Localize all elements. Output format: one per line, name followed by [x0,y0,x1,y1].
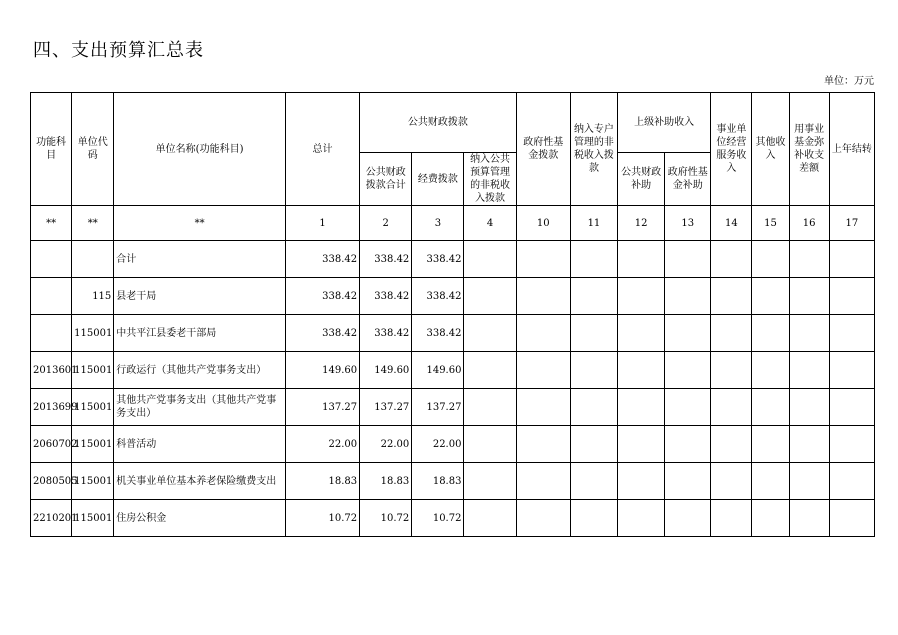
header-operating: 经费拨款 [412,153,464,206]
empty-cell [829,352,874,389]
empty-cell [618,241,665,278]
empty-cell [752,278,789,315]
empty-cell [829,389,874,426]
header-public-finance: 公共财政拨款 [360,93,517,153]
header-business-income: 事业单位经营服务收入 [711,93,752,206]
empty-cell [516,500,570,537]
operating-cell: 10.72 [412,500,464,537]
empty-cell [711,241,752,278]
header-special-account: 纳入公共预算管理的非税收入拨款 [464,153,516,206]
empty-cell [464,278,516,315]
table-row [31,315,875,352]
column-number: 10 [516,206,570,241]
empty-cell [711,352,752,389]
column-number: 3 [412,206,464,241]
column-number: ** [114,206,286,241]
operating-cell: 137.27 [412,389,464,426]
unit-name-cell: 机关事业单位基本养老保险缴费支出 [114,463,286,500]
unit-name-cell: 合计 [114,241,286,278]
column-number: 15 [752,206,789,241]
unit-code-cell: 115001 [72,426,114,463]
public-finance-total-cell: 10.72 [360,500,412,537]
empty-cell [665,278,711,315]
empty-cell [516,463,570,500]
expenditure-summary-table [30,92,875,537]
empty-cell [829,278,874,315]
column-number: 1 [285,206,359,241]
func-subject-cell: 2060702 [31,426,72,463]
empty-cell [789,241,829,278]
func-subject-cell [31,315,72,352]
empty-cell [464,500,516,537]
unit-name-cell: 其他共产党事务支出（其他共产党事务支出） [114,389,286,426]
empty-cell [618,463,665,500]
empty-cell [665,352,711,389]
operating-cell: 338.42 [412,241,464,278]
unit-name-cell: 科普活动 [114,426,286,463]
total-cell: 338.42 [285,241,359,278]
column-number: 4 [464,206,516,241]
empty-cell [516,426,570,463]
total-cell: 22.00 [285,426,359,463]
empty-cell [752,463,789,500]
unit-label: 单位：万元 [824,76,874,87]
empty-cell [570,389,617,426]
empty-cell [665,463,711,500]
total-cell: 149.60 [285,352,359,389]
header-unit-name: 单位名称(功能科目) [114,93,286,206]
public-finance-total-cell: 18.83 [360,463,412,500]
header-special-non-tax: 纳入专户管理的非税收入拨款 [570,93,617,206]
func-subject-cell [31,241,72,278]
func-subject-cell: 2013699 [31,389,72,426]
empty-cell [570,278,617,315]
empty-cell [618,352,665,389]
column-number: 12 [618,206,665,241]
column-number: ** [72,206,114,241]
total-cell: 10.72 [285,500,359,537]
header-public-subsidy: 公共财政补助 [618,153,665,206]
empty-cell [464,315,516,352]
unit-name-cell: 行政运行（其他共产党事务支出） [114,352,286,389]
empty-cell [464,352,516,389]
header-other-income: 其他收入 [752,93,789,206]
unit-name-cell: 住房公积金 [114,500,286,537]
empty-cell [711,463,752,500]
empty-cell [752,315,789,352]
table-row [31,352,875,389]
empty-cell [665,315,711,352]
empty-cell [665,426,711,463]
empty-cell [752,352,789,389]
public-finance-total-cell: 137.27 [360,389,412,426]
header-public-finance-total: 公共财政拨款合计 [360,153,412,206]
empty-cell [789,278,829,315]
empty-cell [829,500,874,537]
unit-name-cell: 中共平江县委老干部局 [114,315,286,352]
empty-cell [752,389,789,426]
empty-cell [618,500,665,537]
empty-cell [464,241,516,278]
operating-cell: 338.42 [412,278,464,315]
empty-cell [464,463,516,500]
empty-cell [516,389,570,426]
empty-cell [516,278,570,315]
operating-cell: 18.83 [412,463,464,500]
header-func-subject: 功能科目 [31,93,72,206]
unit-code-cell [72,241,114,278]
column-number: 11 [570,206,617,241]
column-number: 17 [829,206,874,241]
empty-cell [570,241,617,278]
header-carryover: 上年结转 [829,93,874,206]
empty-cell [829,241,874,278]
func-subject-cell: 2013601 [31,352,72,389]
table-row [31,463,875,500]
empty-cell [752,426,789,463]
header-superior-subsidy: 上级补助收入 [618,93,711,153]
empty-cell [570,352,617,389]
empty-cell [570,463,617,500]
empty-cell [711,278,752,315]
func-subject-cell: 2080505 [31,463,72,500]
table-row [31,389,875,426]
column-number: ** [31,206,72,241]
column-number: 14 [711,206,752,241]
public-finance-total-cell: 22.00 [360,426,412,463]
empty-cell [829,463,874,500]
empty-cell [570,426,617,463]
total-cell: 137.27 [285,389,359,426]
header-fund-offset: 用事业基金弥补收支差额 [789,93,829,206]
empty-cell [752,241,789,278]
header-unit-code: 单位代码 [72,93,114,206]
column-number: 13 [665,206,711,241]
empty-cell [464,426,516,463]
operating-cell: 22.00 [412,426,464,463]
empty-cell [711,389,752,426]
unit-code-cell: 115001 [72,352,114,389]
empty-cell [711,426,752,463]
header-total: 总计 [285,93,359,206]
empty-cell [516,315,570,352]
empty-cell [665,241,711,278]
empty-cell [618,315,665,352]
table-row [31,278,875,315]
empty-cell [665,389,711,426]
public-finance-total-cell: 338.42 [360,241,412,278]
unit-code-cell: 115001 [72,463,114,500]
empty-cell [618,389,665,426]
operating-cell: 338.42 [412,315,464,352]
public-finance-total-cell: 338.42 [360,315,412,352]
unit-name-cell: 县老干局 [114,278,286,315]
empty-cell [752,500,789,537]
func-subject-cell: 2210201 [31,500,72,537]
table-row [31,426,875,463]
empty-cell [789,426,829,463]
public-finance-total-cell: 338.42 [360,278,412,315]
header-gov-fund: 政府性基金拨款 [516,93,570,206]
page-title: 四、支出预算汇总表 [33,40,204,61]
unit-code-cell: 115 [72,278,114,315]
public-finance-total-cell: 149.60 [360,352,412,389]
empty-cell [464,389,516,426]
empty-cell [789,315,829,352]
unit-code-cell: 115001 [72,500,114,537]
empty-cell [516,241,570,278]
empty-cell [829,315,874,352]
empty-cell [570,315,617,352]
empty-cell [789,500,829,537]
empty-cell [618,278,665,315]
empty-cell [789,389,829,426]
empty-cell [516,352,570,389]
column-number: 16 [789,206,829,241]
header-gov-fund-subsidy: 政府性基金补助 [665,153,711,206]
table-row [31,500,875,537]
empty-cell [618,426,665,463]
column-number: 2 [360,206,412,241]
table-row [31,241,875,278]
empty-cell [789,463,829,500]
empty-cell [665,500,711,537]
column-number-row [31,206,875,241]
unit-code-cell: 115001 [72,389,114,426]
total-cell: 18.83 [285,463,359,500]
total-cell: 338.42 [285,315,359,352]
total-cell: 338.42 [285,278,359,315]
empty-cell [789,352,829,389]
func-subject-cell [31,278,72,315]
unit-code-cell: 115001 [72,315,114,352]
empty-cell [711,315,752,352]
empty-cell [711,500,752,537]
empty-cell [570,500,617,537]
operating-cell: 149.60 [412,352,464,389]
empty-cell [829,426,874,463]
